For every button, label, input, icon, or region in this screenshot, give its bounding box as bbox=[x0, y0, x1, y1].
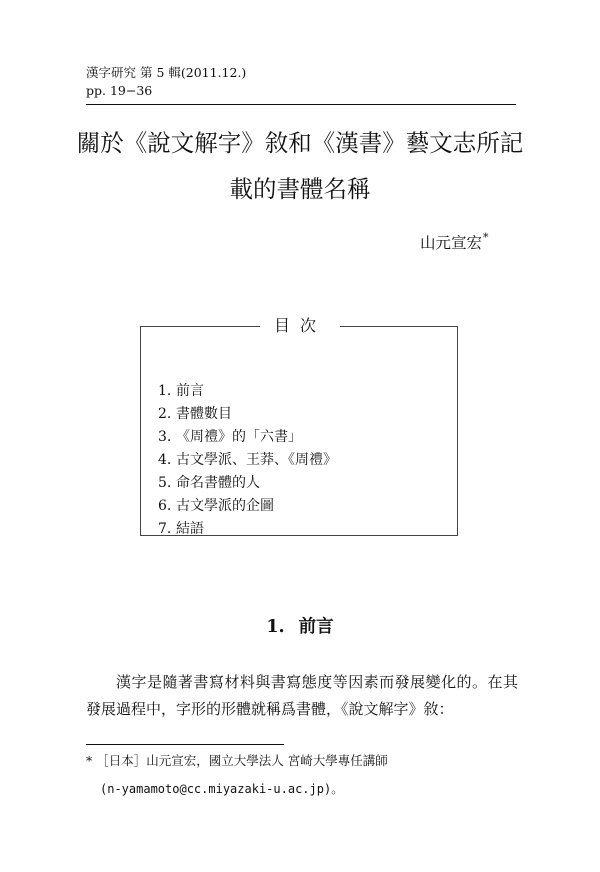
toc-item[interactable] bbox=[158, 380, 337, 403]
toc-item-number: 5. bbox=[158, 475, 172, 491]
toc-item[interactable] bbox=[158, 495, 337, 518]
toc-item-label: 古文學派的企圖 bbox=[176, 498, 274, 514]
toc-item[interactable] bbox=[158, 518, 337, 541]
journal-citation: 漢字研究 第 5 輯(2011.12.) bbox=[86, 65, 247, 80]
toc-item-number: 3. bbox=[158, 429, 172, 445]
toc-item[interactable] bbox=[158, 449, 337, 472]
toc-item[interactable] bbox=[158, 426, 337, 449]
toc-item-number: 6. bbox=[158, 498, 172, 514]
section-number: 1. bbox=[266, 617, 285, 637]
body-paragraph: 漢字是隨著書寫材料與書寫態度等因素而發展變化的。在其發展過程中，字形的形體就稱爲書體，《說文解字》敘： bbox=[86, 673, 518, 718]
footnote-author-affiliation: * ［日本］山元宣宏，國立大學法人 宮崎大學專任講師 bbox=[86, 753, 388, 768]
paper-title-line-1: 關於《說文解字》敘和《漢書》藝文志所記 bbox=[76, 129, 524, 157]
toc-item[interactable] bbox=[158, 472, 337, 495]
toc-item-label: 古文學派、王莽、《周禮》 bbox=[176, 452, 337, 468]
toc-list bbox=[158, 380, 337, 541]
toc-item-label: 《周禮》的「六書」 bbox=[176, 429, 302, 445]
toc-item-label: 書體數目 bbox=[176, 406, 232, 422]
toc-item-label: 結語 bbox=[176, 521, 204, 537]
toc-item-number: 1. bbox=[158, 383, 172, 399]
toc-item-label: 前言 bbox=[176, 383, 204, 399]
paper-title-line-2: 載的書體名稱 bbox=[229, 175, 371, 203]
author-byline bbox=[420, 228, 489, 253]
author-name: 山元宣宏 bbox=[420, 234, 483, 252]
toc-item-number: 2. bbox=[158, 406, 172, 422]
author-footnote-mark[interactable]: * bbox=[483, 231, 489, 244]
toc-item[interactable] bbox=[158, 403, 337, 426]
toc-item-number: 7. bbox=[158, 521, 172, 537]
footnote-email[interactable]: (n-yamamoto@cc.miyazaki-u.ac.jp)。 bbox=[100, 782, 344, 796]
toc-heading: 目次 bbox=[260, 316, 340, 336]
footnote-rule bbox=[86, 744, 284, 745]
section-title: 前言 bbox=[298, 617, 334, 637]
toc-item-number: 4. bbox=[158, 452, 172, 468]
toc-item-label: 命名書體的人 bbox=[176, 475, 260, 491]
section-heading bbox=[200, 616, 400, 638]
header-rule bbox=[86, 104, 516, 105]
page-range: pp. 19−36 bbox=[86, 83, 153, 98]
